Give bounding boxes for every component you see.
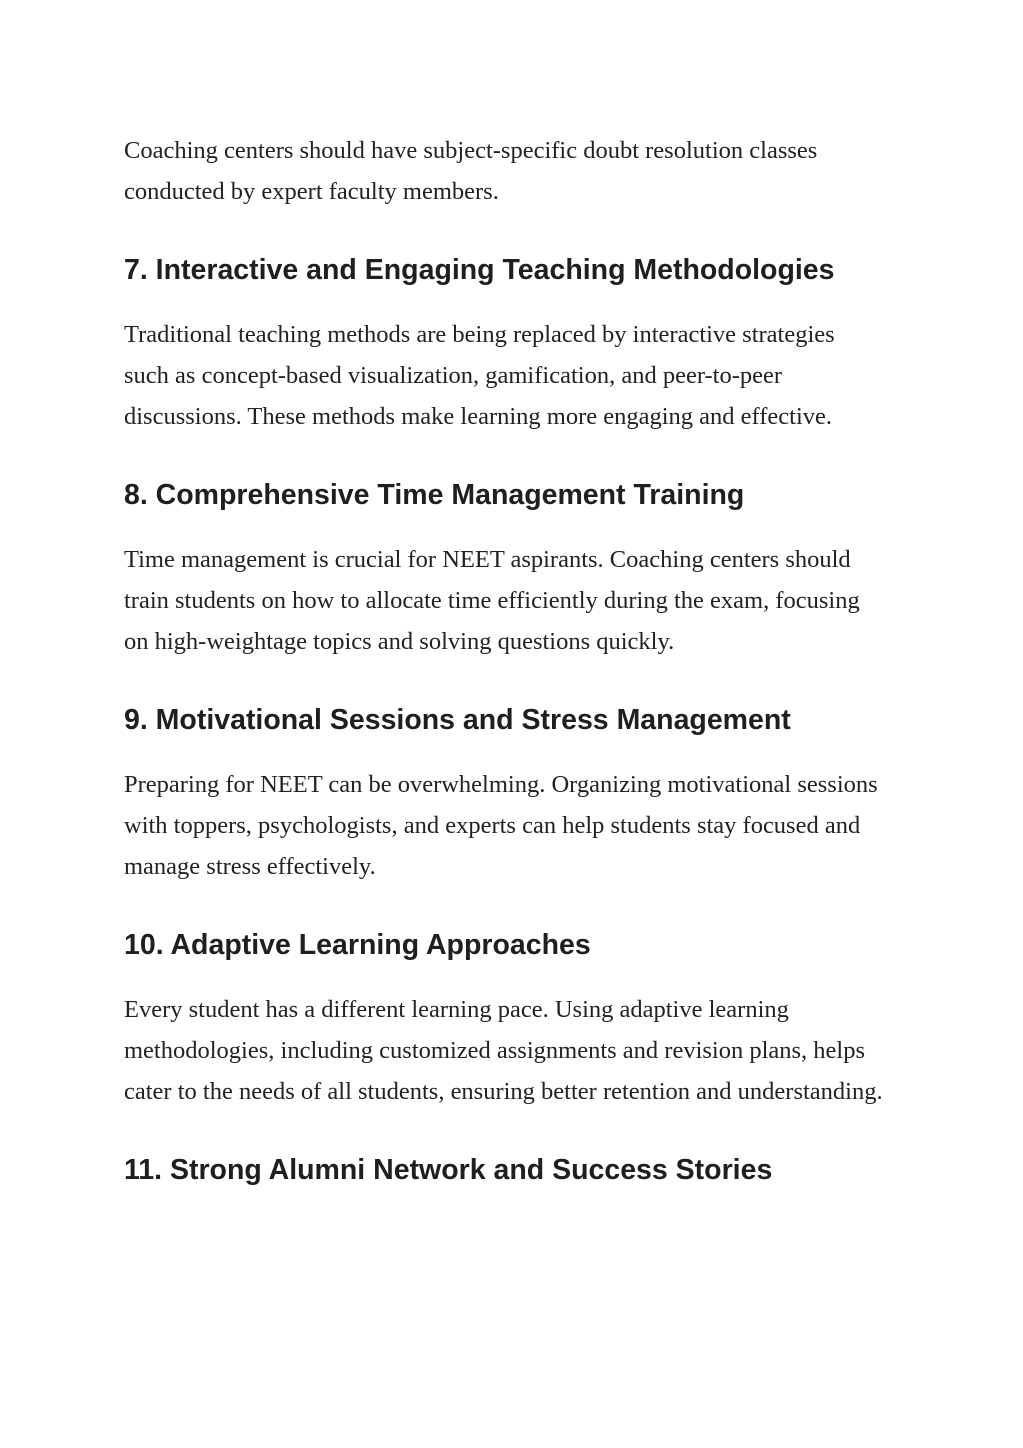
section-heading-7: 7. Interactive and Engaging Teaching Methodologies — [124, 254, 835, 286]
section-body-7: Traditional teaching methods are being replaced by interactive strategies such as concept-based visualization, gamification, and peer-to-peer discussions. These methods make learning more engaging and effective. — [124, 321, 835, 430]
section-heading-10: 10. Adaptive Learning Approaches — [124, 929, 591, 961]
document-page — [124, 130, 904, 1188]
section-heading-11: 11. Strong Alumni Network and Success Stories — [124, 1154, 773, 1186]
section-body-8: Time management is crucial for NEET aspirants. Coaching centers should train students on how to allocate time efficiently during the exam, focusing on high-weightage topics and solving questions quickly. — [124, 546, 860, 655]
section-body-9: Preparing for NEET can be overwhelming. Organizing motivational sessions with toppers, psychologists, and experts can help students stay focused and manage stress effectively. — [124, 771, 878, 880]
intro-paragraph: Coaching centers should have subject-specific doubt resolution classes conducted by expert faculty members. — [124, 137, 818, 205]
section-heading-9: 9. Motivational Sessions and Stress Management — [124, 704, 791, 736]
section-body-10: Every student has a different learning pace. Using adaptive learning methodologies, including customized assignments and revision plans, helps cater to the needs of all students, ensuring better retention and understanding. — [124, 996, 883, 1105]
section-heading-8: 8. Comprehensive Time Management Training — [124, 479, 745, 511]
